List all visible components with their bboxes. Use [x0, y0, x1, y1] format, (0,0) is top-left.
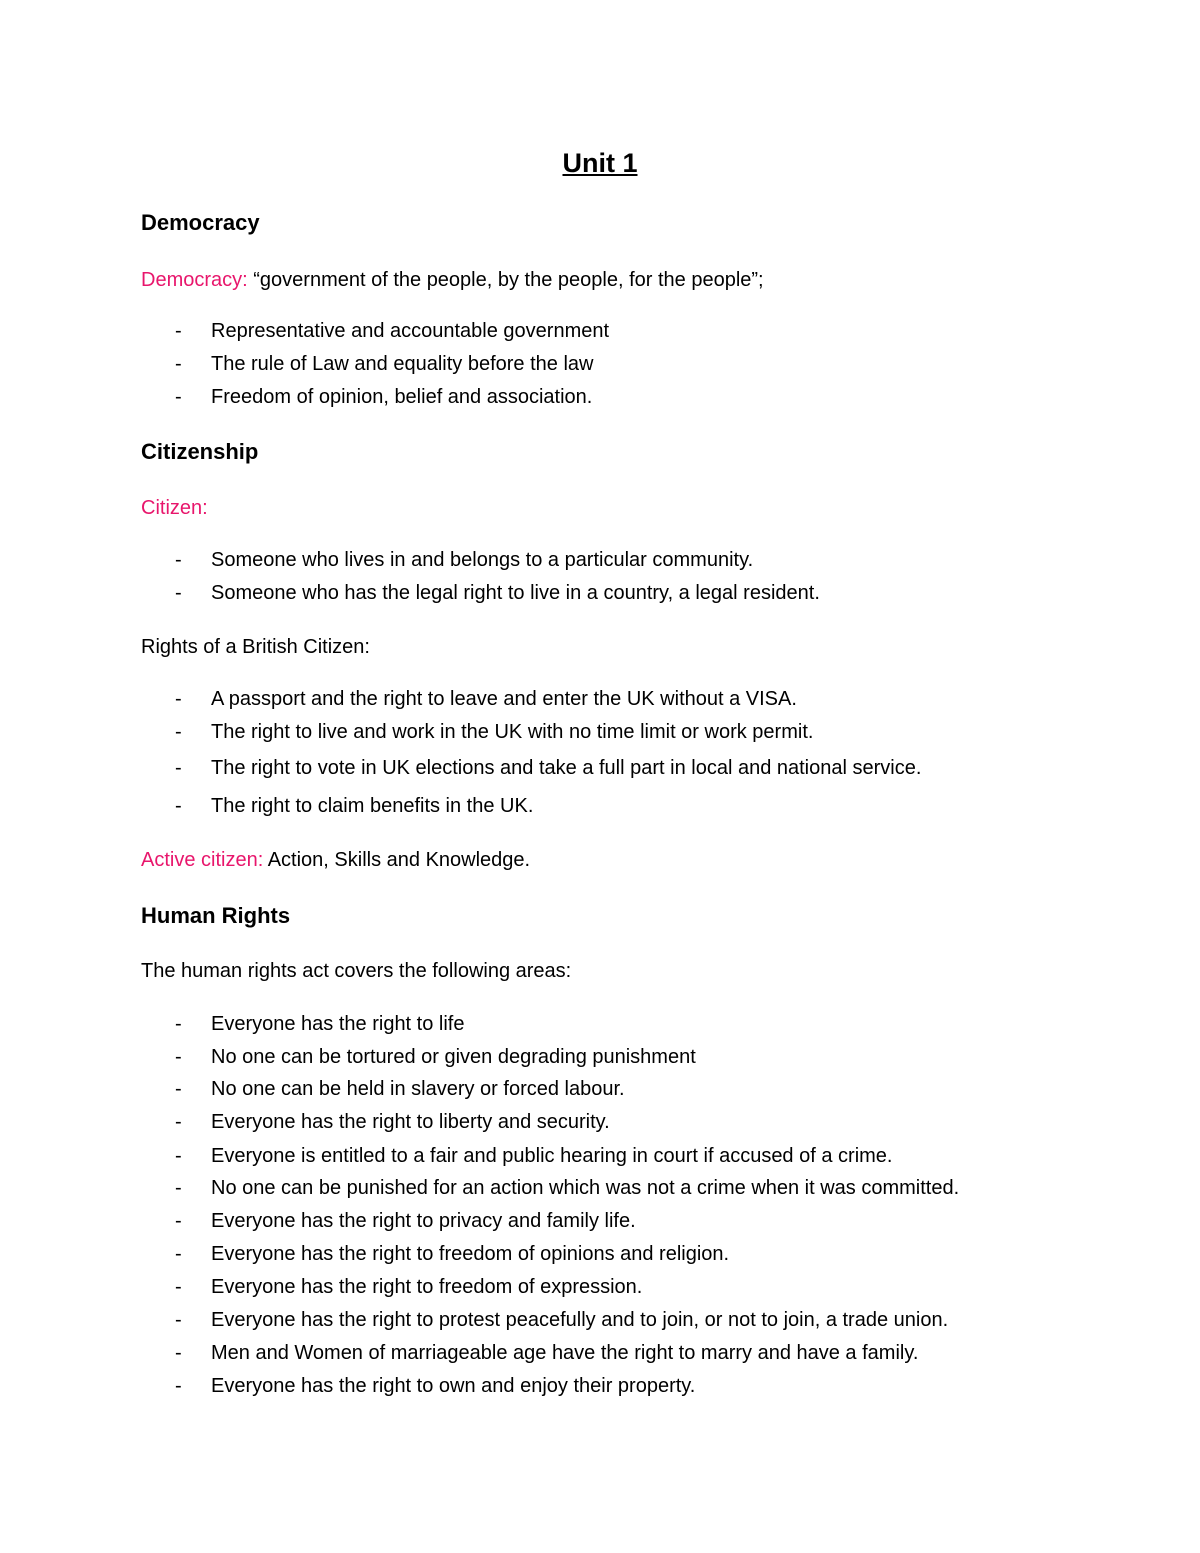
list-item: - No one can be punished for an action which was not a crime when it was committed. [175, 1174, 959, 1202]
list-item: - No one can be tortured or given degrading punishment [175, 1043, 696, 1071]
list-item: - Everyone has the right to protest peacefully and to join, or not to join, a trade union. [175, 1306, 948, 1334]
list-item: - No one can be held in slavery or forced labour. [175, 1075, 625, 1103]
list-item: - A passport and the right to leave and enter the UK without a VISA. [175, 685, 797, 713]
list-item: - Representative and accountable government [175, 317, 609, 345]
bullet-dash: - [175, 1145, 182, 1167]
bullet-dash: - [175, 688, 182, 710]
bullet-dash: - [175, 1078, 182, 1100]
human-rights-heading: Human Rights [141, 903, 291, 928]
list-item: - Freedom of opinion, belief and association. [175, 383, 592, 411]
bullet-dash: - [175, 757, 182, 779]
list-item: - The right to vote in UK elections and take a full part in local and national service. [175, 754, 921, 782]
bullet-dash: - [175, 1013, 182, 1035]
democracy-term: Democracy: [141, 269, 248, 291]
bullet-dash: - [175, 1342, 182, 1364]
bullet-dash: - [175, 721, 182, 743]
list-item: - The right to claim benefits in the UK. [175, 792, 533, 820]
citizen-term: Citizen: [141, 497, 208, 519]
bullet-dash: - [175, 1111, 182, 1133]
list-item: - Everyone has the right to privacy and family life. [175, 1207, 636, 1235]
active-citizen-definition [141, 846, 530, 874]
democracy-heading: Democracy [141, 210, 260, 235]
list-item: - Men and Women of marriageable age have the right to marry and have a family. [175, 1339, 918, 1367]
bullet-dash: - [175, 1177, 182, 1199]
list-item: - The rule of Law and equality before the law [175, 350, 593, 378]
citizen-definition [141, 494, 208, 522]
list-item: - Everyone has the right to life [175, 1010, 464, 1038]
bullet-dash: - [175, 1210, 182, 1232]
democracy-definition [141, 266, 764, 294]
bullet-dash: - [175, 353, 182, 375]
democracy-definition-text: “government of the people, by the people, for the people”; [247, 269, 764, 291]
bullet-dash: - [175, 320, 182, 342]
bullet-dash: - [175, 795, 182, 817]
bullet-dash: - [175, 1309, 182, 1331]
active-citizen-term: Active citizen: [141, 849, 264, 871]
bullet-dash: - [175, 582, 182, 604]
list-item: - Everyone has the right to liberty and security. [175, 1108, 610, 1136]
list-item: - Someone who lives in and belongs to a particular community. [175, 546, 753, 574]
list-item: - Everyone has the right to freedom of expression. [175, 1273, 642, 1301]
bullet-dash: - [175, 1276, 182, 1298]
page-title: Unit 1 [562, 148, 638, 178]
active-citizen-text: Action, Skills and Knowledge. [263, 849, 531, 871]
human-rights-intro: The human rights act covers the following areas: [141, 960, 572, 982]
bullet-dash: - [175, 1243, 182, 1265]
list-item: - The right to live and work in the UK with no time limit or work permit. [175, 718, 813, 746]
list-item: - Everyone has the right to freedom of opinions and religion. [175, 1240, 729, 1268]
rights-intro: Rights of a British Citizen: [141, 636, 370, 658]
list-item: - Someone who has the legal right to live in a country, a legal resident. [175, 579, 820, 607]
list-item: - Everyone is entitled to a fair and public hearing in court if accused of a crime. [175, 1142, 892, 1170]
bullet-dash: - [175, 1375, 182, 1397]
bullet-dash: - [175, 1046, 182, 1068]
bullet-dash: - [175, 549, 182, 571]
citizenship-heading: Citizenship [141, 439, 259, 464]
bullet-dash: - [175, 386, 182, 408]
list-item: - Everyone has the right to own and enjoy their property. [175, 1372, 695, 1400]
